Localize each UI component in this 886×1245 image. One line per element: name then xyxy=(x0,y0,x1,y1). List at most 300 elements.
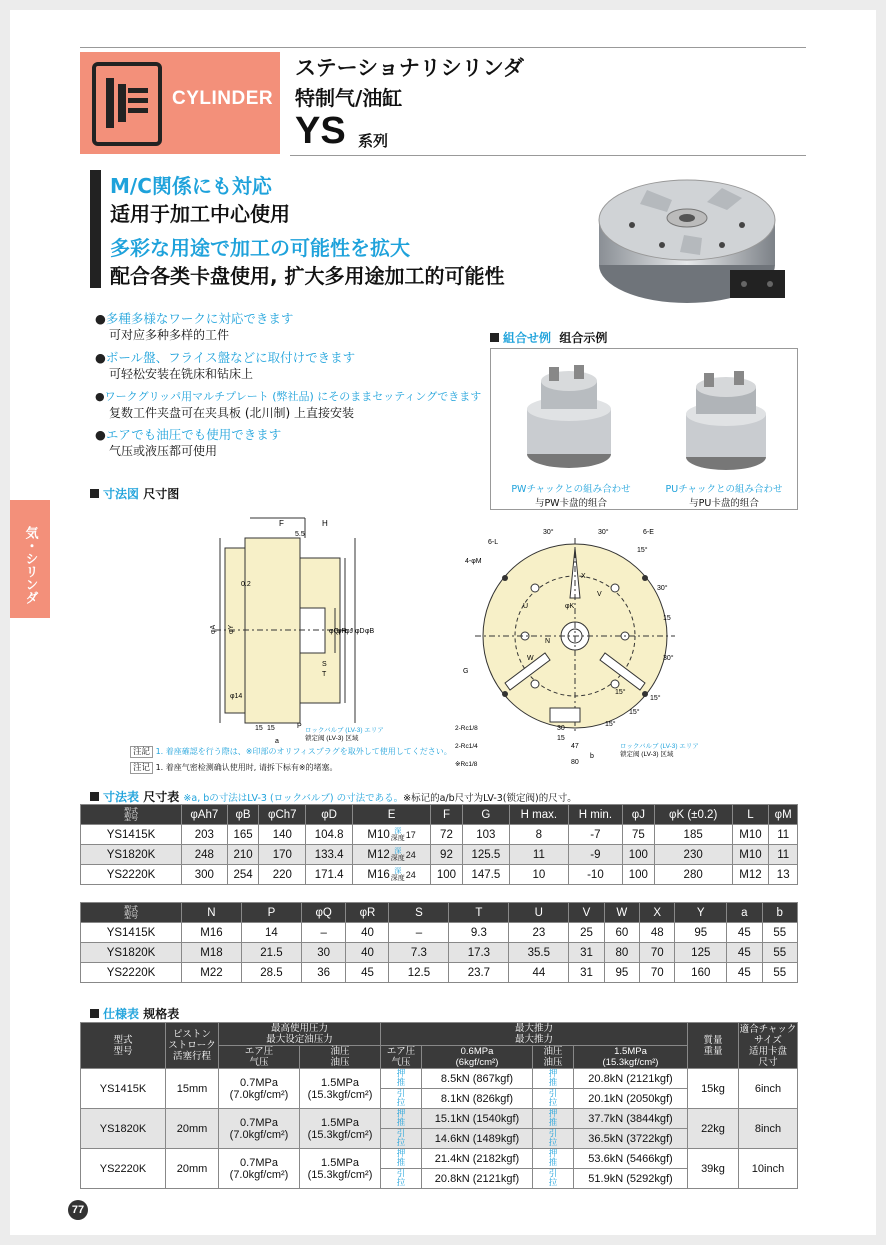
table-cell: 80 xyxy=(604,943,639,963)
cell-value: 92 xyxy=(440,848,453,861)
table-cell xyxy=(769,825,798,845)
cell-value: 170 xyxy=(272,848,292,861)
dims1-header: E xyxy=(353,805,431,825)
pp-text: 押 推 xyxy=(396,1108,406,1127)
headline-4: 配合各类卡盘使用, 扩大多用途加工的可能性 xyxy=(110,264,505,288)
pp-text: 引 拉 xyxy=(548,1128,558,1147)
side-tab xyxy=(10,500,50,618)
table-cell: 14 xyxy=(241,923,301,943)
row-model: YS2220K xyxy=(81,865,182,885)
svg-text:2-Rc1/4: 2-Rc1/4 xyxy=(455,743,478,750)
combo-title: 組合せ例 组合示例 xyxy=(490,329,607,346)
table-cell xyxy=(227,825,259,845)
svg-text:15: 15 xyxy=(557,735,565,742)
dims1-header: φCh7 xyxy=(259,805,306,825)
pull-label xyxy=(381,1089,422,1109)
pu-combo-photo xyxy=(676,369,776,477)
table-cell: – xyxy=(301,923,346,943)
table-row xyxy=(81,1149,798,1169)
spec-oil-pull: 20.1kN (2050kgf) xyxy=(574,1089,688,1109)
table-cell: 31 xyxy=(569,963,604,983)
table-cell: 95 xyxy=(604,963,639,983)
spec-model: YS1820K xyxy=(81,1109,166,1149)
pp-text: 引 拉 xyxy=(396,1168,406,1187)
spec-stroke: 20mm xyxy=(166,1109,219,1149)
spec-h-15: 1.5MPa (15.3kgf/cm²) xyxy=(574,1046,688,1069)
category-label: CYLINDER xyxy=(172,88,274,109)
pull-label xyxy=(533,1169,574,1189)
table-cell xyxy=(182,825,228,845)
pull-label xyxy=(533,1129,574,1149)
series-code: YS xyxy=(295,110,346,152)
feature-2-jp: ボール盤、フライス盤などに取付けできます xyxy=(105,350,356,365)
table-cell: 48 xyxy=(640,923,675,943)
cell-value: M16 xyxy=(367,868,390,881)
svg-text:30°: 30° xyxy=(657,585,668,592)
table-cell: 70 xyxy=(640,943,675,963)
cell-value: M12 xyxy=(739,868,762,881)
svg-text:φB: φB xyxy=(365,628,375,635)
dimension-drawing xyxy=(205,508,699,778)
spec-oil: 1.5MPa (15.3kgf/cm²) xyxy=(300,1069,381,1109)
spec-table xyxy=(80,1022,798,1189)
svg-text:b: b xyxy=(590,753,594,760)
row-model: YS1415K xyxy=(81,923,182,943)
spec-air-pull: 14.6kN (1489kgf) xyxy=(422,1129,533,1149)
table-cell: 23.7 xyxy=(449,963,509,983)
note-cn: 注记 1. 着座气密检测确认使用时, 请拆下标有※的堵塞。 xyxy=(130,761,338,773)
table-cell xyxy=(259,865,306,885)
spec-stroke: 15mm xyxy=(166,1069,219,1109)
cell-value: 104.8 xyxy=(314,828,344,841)
svg-text:U: U xyxy=(523,603,529,610)
cell-value: 210 xyxy=(233,848,253,861)
svg-text:5.5: 5.5 xyxy=(295,531,305,538)
push-label xyxy=(533,1149,574,1169)
table-cell: M22 xyxy=(182,963,242,983)
depth-cn: 深度 xyxy=(390,834,405,842)
cell-value: 165 xyxy=(233,828,253,841)
table-cell: – xyxy=(389,923,449,943)
table-cell: 40 xyxy=(346,923,389,943)
dims2-header: N xyxy=(182,903,242,923)
svg-text:ロックバルブ (LV-3) エリア: ロックバルブ (LV-3) エリア xyxy=(620,743,699,750)
svg-text:φ14: φ14 xyxy=(230,693,243,700)
spec-air: 0.7MPa (7.0kgf/cm²) xyxy=(219,1109,300,1149)
table-cell xyxy=(769,845,798,865)
dims-drawing-title: 寸法図 尺寸图 xyxy=(90,485,179,502)
spec-air: 0.7MPa (7.0kgf/cm²) xyxy=(219,1149,300,1189)
cell-value: 100 xyxy=(628,848,648,861)
svg-text:W: W xyxy=(527,655,534,662)
cell-value: 75 xyxy=(631,828,645,841)
spec-h-pressure: 最高使用圧力 最大设定油压力 xyxy=(219,1023,381,1046)
svg-text:φD: φD xyxy=(355,628,365,635)
cell-value: 133.4 xyxy=(314,848,344,861)
table-row xyxy=(81,845,798,865)
table-cell xyxy=(654,865,732,885)
cell-value: 72 xyxy=(440,828,453,841)
dims-table-1 xyxy=(80,804,798,885)
dims2-header: Y xyxy=(675,903,727,923)
row-model: YS1415K xyxy=(81,825,182,845)
spec-h-air: エア圧 气压 xyxy=(219,1046,300,1069)
pw-caption: PWチャックとの組み合わせ 与PW卡盘的组合 xyxy=(511,484,631,509)
svg-text:锁定阀 (LV-3) 区域: 锁定阀 (LV-3) 区域 xyxy=(620,751,674,758)
spec-oil-push: 53.6kN (5466kgf) xyxy=(574,1149,688,1169)
push-label xyxy=(381,1109,422,1129)
table-cell xyxy=(431,865,463,885)
dims1-header: H max. xyxy=(509,805,568,825)
depth-jp: 深 xyxy=(394,827,402,835)
cell-value: 254 xyxy=(233,868,253,881)
feature-1: ●多種多様なワークに対応できます 可对应多种多样的工件 xyxy=(95,311,294,342)
svg-text:ロックバルブ (LV-3) エリア: ロックバルブ (LV-3) エリア xyxy=(305,727,384,734)
pull-label xyxy=(381,1129,422,1149)
cell-value: 10 xyxy=(532,868,546,881)
dims1-header: φK (±0.2) xyxy=(654,805,732,825)
dims2-header: W xyxy=(604,903,639,923)
spec-h-oil15: 油圧 油压 xyxy=(533,1046,574,1069)
svg-text:N: N xyxy=(545,638,551,645)
spec-h-thrust: 最大推力 最大推力 xyxy=(381,1023,688,1046)
svg-text:X: X xyxy=(581,573,586,580)
headline-2: 适用于加工中心使用 xyxy=(110,202,290,226)
feature-3: ●ワークグリッパ用マルチプレート (弊社品) にそのままセッティングできます 复数工件夹盘可在夹具板 (北川制) 上直接安装 xyxy=(95,390,482,420)
dims2-header: φR xyxy=(346,903,389,923)
spec-air-push: 8.5kN (867kgf) xyxy=(422,1069,533,1089)
table-row xyxy=(81,963,798,983)
spec-air-pull: 8.1kN (826kgf) xyxy=(422,1089,533,1109)
spec-table-title: 仕様表 规格表 xyxy=(90,1005,179,1022)
svg-text:15: 15 xyxy=(255,725,263,732)
table-row xyxy=(81,1069,798,1089)
dims1-header: φB xyxy=(227,805,259,825)
pu-caption: PUチャックとの組み合わせ 与PU卡盘的组合 xyxy=(665,484,783,509)
row-model: YS1820K xyxy=(81,943,182,963)
svg-text:a: a xyxy=(275,738,279,745)
pp-text: 引 拉 xyxy=(396,1088,406,1107)
headline-1: M/C関係にも対応 xyxy=(110,174,272,198)
depth-value: 24 xyxy=(405,869,416,880)
spec-h-mass: 質量 重量 xyxy=(688,1023,739,1069)
pp-text: 押 推 xyxy=(548,1148,558,1167)
svg-text:15°: 15° xyxy=(605,721,616,728)
spec-h-stroke: ピストン ストローク 活塞行程 xyxy=(166,1023,219,1069)
table-cell: 23 xyxy=(509,923,569,943)
header-rule-bottom xyxy=(290,155,806,156)
table-cell xyxy=(462,845,509,865)
depth-value: 24 xyxy=(405,849,416,860)
combo-box xyxy=(490,348,798,510)
feature-1-jp: 多種多様なワークに対応できます xyxy=(105,311,294,326)
dims1-header: F xyxy=(431,805,463,825)
depth-label xyxy=(391,868,405,882)
table-cell xyxy=(509,865,568,885)
dims1-header: L xyxy=(732,805,769,825)
feature-3-jp: ワークグリッパ用マルチプレート (弊社品) にそのままセッティングできます xyxy=(104,390,482,403)
table-cell: 45 xyxy=(727,943,762,963)
dims1-header: G xyxy=(462,805,509,825)
side-tab-line1: 気・シリンダ xyxy=(22,526,38,604)
cell-value: 185 xyxy=(683,828,703,841)
table-cell xyxy=(259,845,306,865)
table-cell xyxy=(431,825,463,845)
svg-text:V: V xyxy=(597,591,602,598)
push-label xyxy=(381,1069,422,1089)
svg-text:30°: 30° xyxy=(598,529,609,536)
table-row xyxy=(81,923,798,943)
cell-value: 203 xyxy=(194,828,214,841)
table-cell: 55 xyxy=(762,963,798,983)
spec-air: 0.7MPa (7.0kgf/cm²) xyxy=(219,1069,300,1109)
table-cell xyxy=(732,825,769,845)
spec-air-push: 21.4kN (2182kgf) xyxy=(422,1149,533,1169)
table-cell xyxy=(182,845,228,865)
svg-text:φA: φA xyxy=(210,624,217,634)
cell-value: 248 xyxy=(194,848,214,861)
table-cell: 70 xyxy=(640,963,675,983)
table-cell: M16 xyxy=(182,923,242,943)
table-cell: 45 xyxy=(727,923,762,943)
svg-text:H: H xyxy=(322,519,328,528)
depth-value: 17 xyxy=(405,829,416,840)
table-cell xyxy=(568,865,622,885)
dims2-header: a xyxy=(727,903,762,923)
svg-text:F: F xyxy=(279,519,284,528)
push-label xyxy=(381,1149,422,1169)
svg-text:φJ: φJ xyxy=(345,628,354,635)
cell-value: M10 xyxy=(739,828,762,841)
svg-text:T: T xyxy=(322,671,327,678)
depth-label xyxy=(391,848,405,862)
table-cell: 55 xyxy=(762,923,798,943)
table-cell xyxy=(353,825,431,845)
table-row xyxy=(81,943,798,963)
table-cell xyxy=(259,825,306,845)
table-cell: 30 xyxy=(301,943,346,963)
feature-1-cn: 可对应多种多样的工件 xyxy=(109,328,230,342)
feature-4: ●エアでも油圧でも使用できます 气压或液压都可使用 xyxy=(95,427,282,458)
depth-label xyxy=(391,828,405,842)
cell-value: -9 xyxy=(590,848,601,861)
table-row xyxy=(81,1109,798,1129)
spec-model: YS2220K xyxy=(81,1149,166,1189)
headline-3: 多彩な用途で加工の可能性を拡大 xyxy=(110,236,410,260)
table-cell xyxy=(431,845,463,865)
cell-value: 280 xyxy=(683,868,703,881)
pp-text: 押 推 xyxy=(548,1068,558,1087)
pp-text: 引 拉 xyxy=(396,1128,406,1147)
feature-3-cn: 复数工件夹盘可在夹具板 (北川制) 上直接安装 xyxy=(109,406,354,420)
dims2-header: S xyxy=(389,903,449,923)
spec-oil-push: 37.7kN (3844kgf) xyxy=(574,1109,688,1129)
table-cell: 28.5 xyxy=(241,963,301,983)
spec-oil-pull: 36.5kN (3722kgf) xyxy=(574,1129,688,1149)
cell-value: M10 xyxy=(367,828,390,841)
table-cell: 21.5 xyxy=(241,943,301,963)
spec-h-air06: エア圧 气压 xyxy=(381,1046,422,1069)
spec-mass: 39kg xyxy=(688,1149,739,1189)
pull-label xyxy=(381,1169,422,1189)
table-cell xyxy=(462,825,509,845)
table-cell: 45 xyxy=(346,963,389,983)
table-cell xyxy=(509,825,568,845)
title-cn: 特制气/油缸 xyxy=(295,86,403,110)
table-cell xyxy=(732,865,769,885)
svg-text:47: 47 xyxy=(571,743,579,750)
spec-oil-push: 20.8kN (2121kgf) xyxy=(574,1069,688,1089)
table-cell: 40 xyxy=(346,943,389,963)
model-header-1: 型式 型号 xyxy=(81,805,182,825)
spec-h-chuck: 適合チャック サイズ 适用卡盘 尺寸 xyxy=(739,1023,797,1068)
spec-chuck: 10inch xyxy=(739,1149,798,1189)
spec-h-model: 型式 型号 xyxy=(81,1023,166,1069)
row-model: YS2220K xyxy=(81,963,182,983)
svg-text:15°: 15° xyxy=(629,709,640,716)
svg-text:15°: 15° xyxy=(650,695,661,702)
table-cell: 36 xyxy=(301,963,346,983)
svg-text:锁定阀 (LV-3) 区域: 锁定阀 (LV-3) 区域 xyxy=(305,735,359,742)
table-cell: M18 xyxy=(182,943,242,963)
cylinder-icon xyxy=(92,62,162,146)
table-cell xyxy=(353,865,431,885)
table-row xyxy=(81,865,798,885)
series-suffix: 系列 xyxy=(358,132,389,150)
note-jp: 注記 1. 着座確認を行う際は、※印部のオリフィスプラグを取外して使用してください。 xyxy=(130,745,452,757)
dims2-header: P xyxy=(241,903,301,923)
svg-text:0.2: 0.2 xyxy=(241,581,251,588)
table-cell xyxy=(462,865,509,885)
table-cell xyxy=(306,865,353,885)
dims2-header: b xyxy=(762,903,798,923)
spec-chuck: 6inch xyxy=(739,1069,798,1109)
dims2-header: X xyxy=(640,903,675,923)
dims2-header: V xyxy=(569,903,604,923)
table-cell xyxy=(227,865,259,885)
spec-air-push: 15.1kN (1540kgf) xyxy=(422,1109,533,1129)
svg-text:30°: 30° xyxy=(663,655,674,662)
headline-bar xyxy=(90,170,101,288)
svg-text:φY: φY xyxy=(228,624,235,634)
table-cell xyxy=(622,825,654,845)
dims2-header: T xyxy=(449,903,509,923)
cell-value: 220 xyxy=(272,868,292,881)
catalog-page xyxy=(10,10,876,1235)
feature-2-cn: 可轻松安装在铣床和钻床上 xyxy=(109,367,254,381)
dims2-header: U xyxy=(509,903,569,923)
pp-text: 押 推 xyxy=(396,1068,406,1087)
spec-oil-pull: 51.9kN (5292kgf) xyxy=(574,1169,688,1189)
svg-text:4-φM: 4-φM xyxy=(465,558,482,565)
depth-jp: 深 xyxy=(394,867,402,875)
spec-oil: 1.5MPa (15.3kgf/cm²) xyxy=(300,1149,381,1189)
cell-value: -7 xyxy=(590,828,601,841)
svg-text:80: 80 xyxy=(571,759,579,766)
depth-cn: 深度 xyxy=(390,874,405,882)
cell-value: 11 xyxy=(532,848,545,861)
dims-table-2 xyxy=(80,902,798,983)
table-cell: 160 xyxy=(675,963,727,983)
cell-value: 11 xyxy=(777,848,790,861)
svg-text:φQ: φQ xyxy=(329,628,339,635)
svg-text:S: S xyxy=(322,661,327,668)
svg-text:※Rc1/8: ※Rc1/8 xyxy=(455,761,478,768)
table-cell xyxy=(509,845,568,865)
cell-value: 230 xyxy=(683,848,703,861)
spec-chuck: 8inch xyxy=(739,1109,798,1149)
table-cell: 55 xyxy=(762,943,798,963)
dims1-header: φAh7 xyxy=(182,805,228,825)
table-cell xyxy=(654,845,732,865)
cell-value: 140 xyxy=(272,828,292,841)
spec-h-06: 0.6MPa (6kgf/cm²) xyxy=(422,1046,533,1069)
table-cell: 35.5 xyxy=(509,943,569,963)
svg-text:6-E: 6-E xyxy=(643,529,654,536)
cell-value: 8 xyxy=(535,828,543,841)
table-cell: 60 xyxy=(604,923,639,943)
dims2-header: φQ xyxy=(301,903,346,923)
header-rule xyxy=(80,47,806,48)
cell-value: 13 xyxy=(776,868,790,881)
table-cell xyxy=(227,845,259,865)
model-header-2: 型式 型号 xyxy=(81,903,182,923)
svg-text:15: 15 xyxy=(663,615,671,622)
cell-value: 125.5 xyxy=(471,848,501,861)
table-cell xyxy=(732,845,769,865)
table-cell: 95 xyxy=(675,923,727,943)
cell-value: 100 xyxy=(436,868,457,881)
feature-4-cn: 气压或液压都可使用 xyxy=(109,444,218,458)
category-badge xyxy=(80,52,280,154)
table-cell: 7.3 xyxy=(389,943,449,963)
cell-value: 171.4 xyxy=(314,868,344,881)
page-number: 77 xyxy=(68,1200,88,1220)
cell-value: 103 xyxy=(476,828,496,841)
depth-jp: 深 xyxy=(394,847,402,855)
table-cell xyxy=(306,825,353,845)
table-cell: 9.3 xyxy=(449,923,509,943)
cell-value: 147.5 xyxy=(471,868,501,881)
svg-text:6-L: 6-L xyxy=(488,539,499,546)
cell-value: -10 xyxy=(587,868,604,881)
table-cell: 31 xyxy=(569,943,604,963)
cell-value: M10 xyxy=(739,848,762,861)
dims1-header: φM xyxy=(769,805,798,825)
spec-mass: 15kg xyxy=(688,1069,739,1109)
pp-text: 押 推 xyxy=(396,1148,406,1167)
spec-mass: 22kg xyxy=(688,1109,739,1149)
pp-text: 引 拉 xyxy=(548,1088,558,1107)
svg-text:P: P xyxy=(297,723,302,730)
push-label xyxy=(533,1109,574,1129)
table-cell xyxy=(654,825,732,845)
table-cell xyxy=(568,845,622,865)
title-jp: ステーショナリシリンダ xyxy=(295,56,524,80)
table-cell: 125 xyxy=(675,943,727,963)
cell-value: 300 xyxy=(194,868,214,881)
push-label xyxy=(533,1069,574,1089)
table-cell xyxy=(568,825,622,845)
table-cell: 12.5 xyxy=(389,963,449,983)
table-cell: 44 xyxy=(509,963,569,983)
spec-model: YS1415K xyxy=(81,1069,166,1109)
product-photo xyxy=(592,160,792,310)
svg-text:30: 30 xyxy=(557,725,565,732)
row-model: YS1820K xyxy=(81,845,182,865)
table-row xyxy=(81,825,798,845)
svg-text:15°: 15° xyxy=(637,547,648,554)
